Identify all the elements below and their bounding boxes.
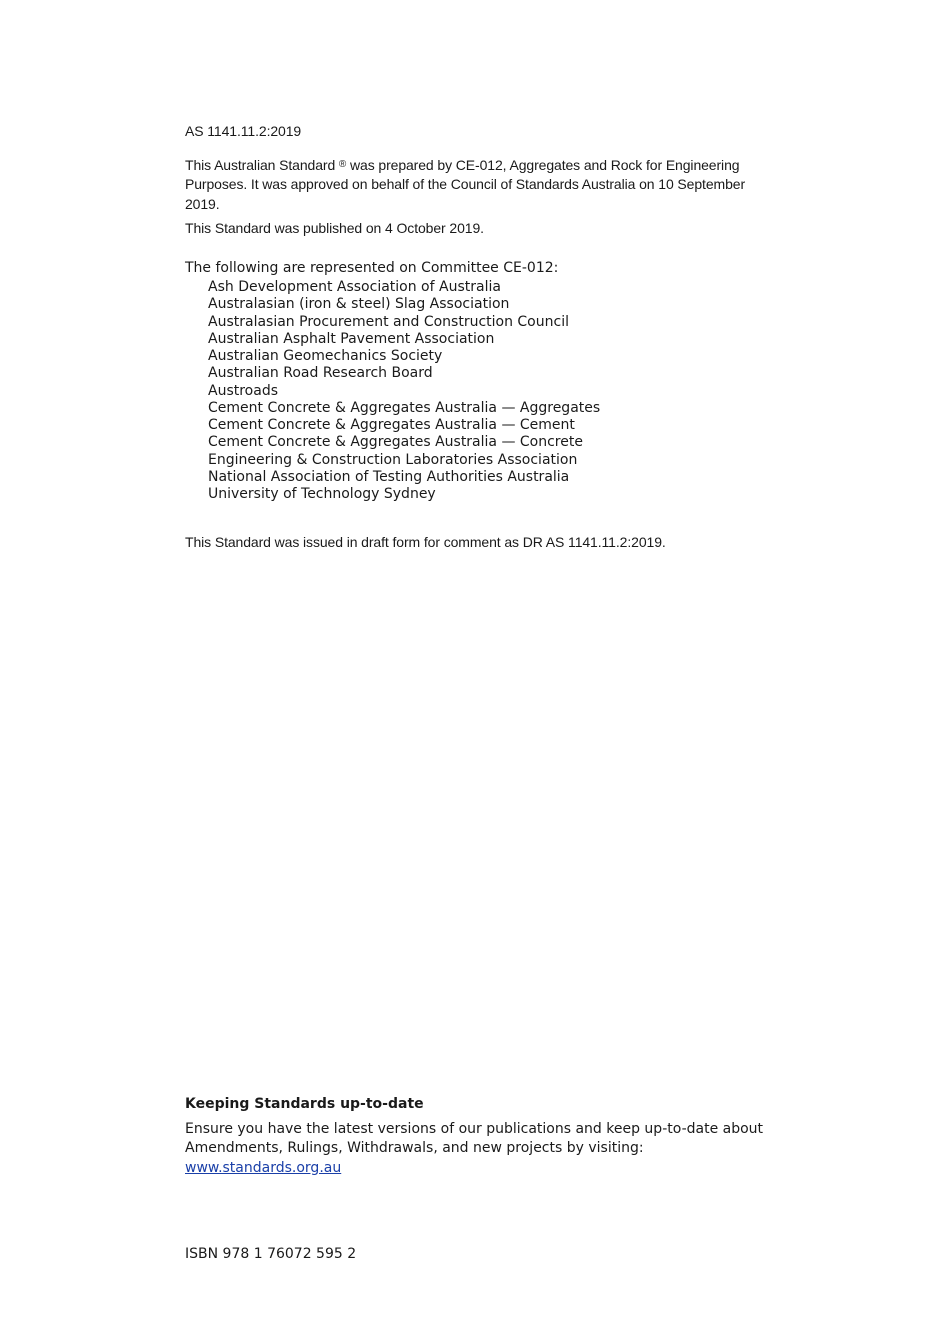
committee-member: Cement Concrete & Aggregates Australia — Cement xyxy=(208,417,575,433)
publication-date-statement: This Standard was published on 4 October 2019. xyxy=(185,220,484,236)
standards-website-link[interactable]: www.standards.org.au xyxy=(185,1159,342,1176)
committee-member: Ash Development Association of Australia xyxy=(208,279,501,295)
keeping-up-to-date-heading: Keeping Standards up-to-date xyxy=(185,1096,424,1112)
keeping-up-to-date-text xyxy=(185,1120,775,1178)
committee-member: Cement Concrete & Aggregates Australia — Concrete xyxy=(208,434,583,451)
preparation-text-end: was prepared by CE-012, Aggregates and Rock for Engineering Purposes. It was approved on behalf of the Council of Standards Australia on 10 September 2019. xyxy=(185,157,746,212)
committee-member: Australasian (iron & steel) Slag Association xyxy=(208,296,510,313)
committee-member: Engineering & Construction Laboratories Association xyxy=(208,451,578,468)
isbn: ISBN 978 1 76072 595 2 xyxy=(185,1246,357,1262)
committee-intro: The following are represented on Committee CE-012: xyxy=(185,260,559,276)
committee-member: Australian Asphalt Pavement Association xyxy=(208,330,495,347)
standard-designation: AS 1141.11.2:2019 xyxy=(185,123,302,139)
committee-member: Australian Geomechanics Society xyxy=(208,348,443,364)
preparation-statement xyxy=(185,155,775,214)
committee-member: Austroads xyxy=(208,382,279,399)
committee-member: Australian Road Research Board xyxy=(208,365,433,382)
preparation-text-start: This Australian Standard xyxy=(185,157,339,173)
committee-member: Cement Concrete & Aggregates Australia — Aggregates xyxy=(208,399,601,416)
committee-member: Australasian Procurement and Construction Council xyxy=(208,313,569,330)
draft-note: This Standard was issued in draft form for comment as DR AS 1141.11.2:2019. xyxy=(185,534,666,550)
committee-member: University of Technology Sydney xyxy=(208,486,436,502)
committee-member-list xyxy=(208,279,798,503)
registered-mark: ® xyxy=(338,159,347,170)
committee-member: National Association of Testing Authorities Australia xyxy=(208,468,570,485)
keeping-up-to-date-body: Ensure you have the latest versions of our publications and keep up-to-date about Amendments, Rulings, Withdrawals, and new projects by visiting: xyxy=(185,1121,764,1157)
